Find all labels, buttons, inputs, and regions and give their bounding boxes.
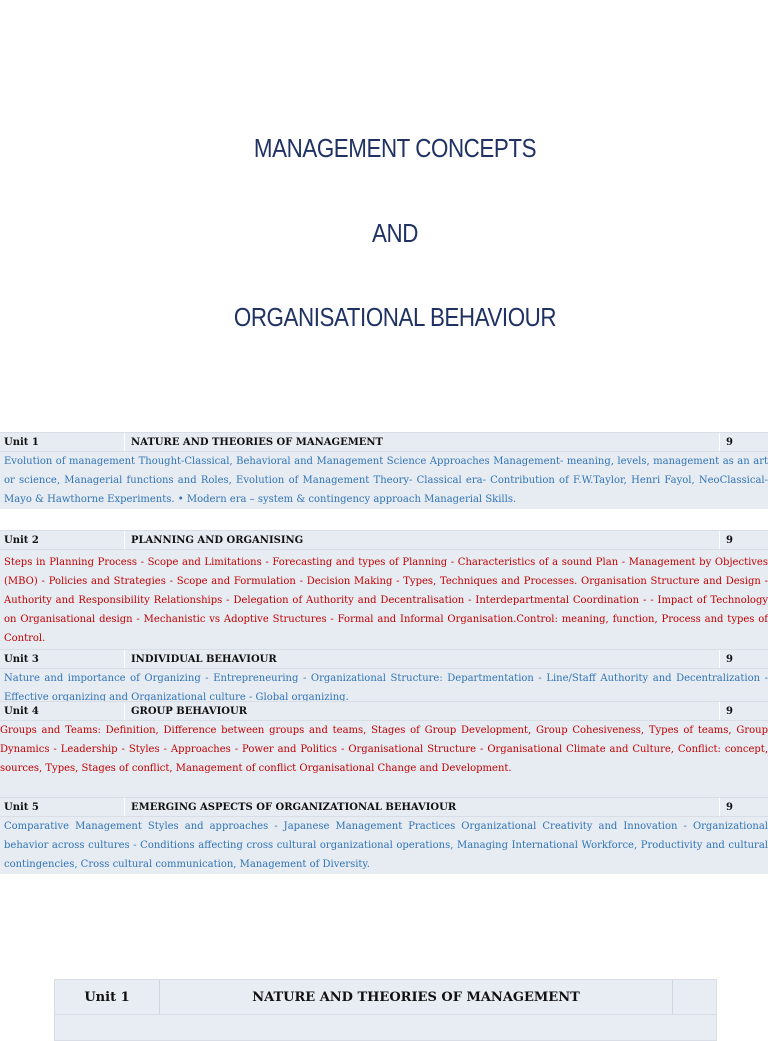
unit-heading: EMERGING ASPECTS OF ORGANIZATIONAL BEHAVIOUR xyxy=(125,798,720,816)
unit-header-3 xyxy=(0,649,768,669)
unit-heading: PLANNING AND ORGANISING xyxy=(125,531,720,549)
unit-hours: 9 xyxy=(726,705,733,717)
title-line-1: MANAGEMENT CONCEPTS xyxy=(253,133,537,163)
unit-hours: 9 xyxy=(726,534,733,546)
detail-table xyxy=(54,979,717,1041)
unit-heading: INDIVIDUAL BEHAVIOUR xyxy=(125,650,720,668)
unit-heading: GROUP BEHAVIOUR xyxy=(125,702,720,720)
unit-number: Unit 2 xyxy=(0,531,125,549)
title-line-3: ORGANISATIONAL BEHAVIOUR xyxy=(233,302,557,332)
detail-unit-number: Unit 1 xyxy=(55,980,160,1014)
detail-unit-heading: NATURE AND THEORIES OF MANAGEMENT xyxy=(160,980,673,1014)
unit-number: Unit 1 xyxy=(0,433,125,451)
unit-body-5: Comparative Management Styles and approaches - Japanese Management Practices Organizational Creativity and Innovation - Organizational behavior across cultures - Conditions affecting cross cultural organizational operations, Managing International Workforce, Productivity and cultural contingencies, Cross cultural communication, Management of Diversity. xyxy=(0,817,768,874)
unit-hours: 9 xyxy=(726,436,733,448)
unit-header-5 xyxy=(0,797,768,817)
unit-number: Unit 5 xyxy=(0,798,125,816)
unit-hours: 9 xyxy=(726,801,733,813)
unit-header-4 xyxy=(0,701,768,721)
detail-table-header xyxy=(55,980,716,1015)
unit-body-4: Groups and Teams: Definition, Difference between groups and teams, Stages of Group Development, Group Cohesiveness, Types of teams, Group Dynamics - Leadership - Styles - Approaches - Power and Politics - Organisational Structure - Organisational Climate and Culture, Conflict: concept, sources, Types, Stages of conflict, Management of conflict Organisational Change and Development. xyxy=(0,721,768,797)
unit-header-2 xyxy=(0,530,768,550)
title-line-2: AND xyxy=(372,218,418,248)
unit-number: Unit 3 xyxy=(0,650,125,668)
unit-heading: NATURE AND THEORIES OF MANAGEMENT xyxy=(125,433,720,451)
syllabus-table xyxy=(0,432,768,874)
unit-hours: 9 xyxy=(726,653,733,665)
unit-body-3: Nature and importance of Organizing - Entrepreneuring - Organizational Structure: Departmentation - Line/Staff Authority and Decentralization - Effective organizing and Organizational culture - Global organizing. xyxy=(0,669,768,701)
unit-number: Unit 4 xyxy=(0,702,125,720)
unit-body-2: Steps in Planning Process - Scope and Limitations - Forecasting and types of Planning - Characteristics of a sound Plan - Management by Objectives (MBO) - Policies and Strategies - Scope and Formulation - Decision Making - Types, Techniques and Processes. Organisation Structure and Design - Authority and Responsibility Relationships - Delegation of Authority and Decentralisation - Interdepartmental Coordination - - Impact of Technology on Organisational design - Mechanistic vs Adoptive Structures - Formal and Informal Organisation.Control: meaning, function, Process and types of Control. xyxy=(0,550,768,649)
unit-header-1 xyxy=(0,432,768,452)
unit-body-1: Evolution of management Thought-Classical, Behavioral and Management Science Approaches Management- meaning, levels, management as an art or science, Managerial functions and Roles, Evolution of Management Theory- Classical era- Contribution of F.W.Taylor, Henri Fayol, NeoClassical-Mayo & Hawthorne Experiments. • Modern era – system & contingency approach Managerial Skills. xyxy=(0,452,768,509)
